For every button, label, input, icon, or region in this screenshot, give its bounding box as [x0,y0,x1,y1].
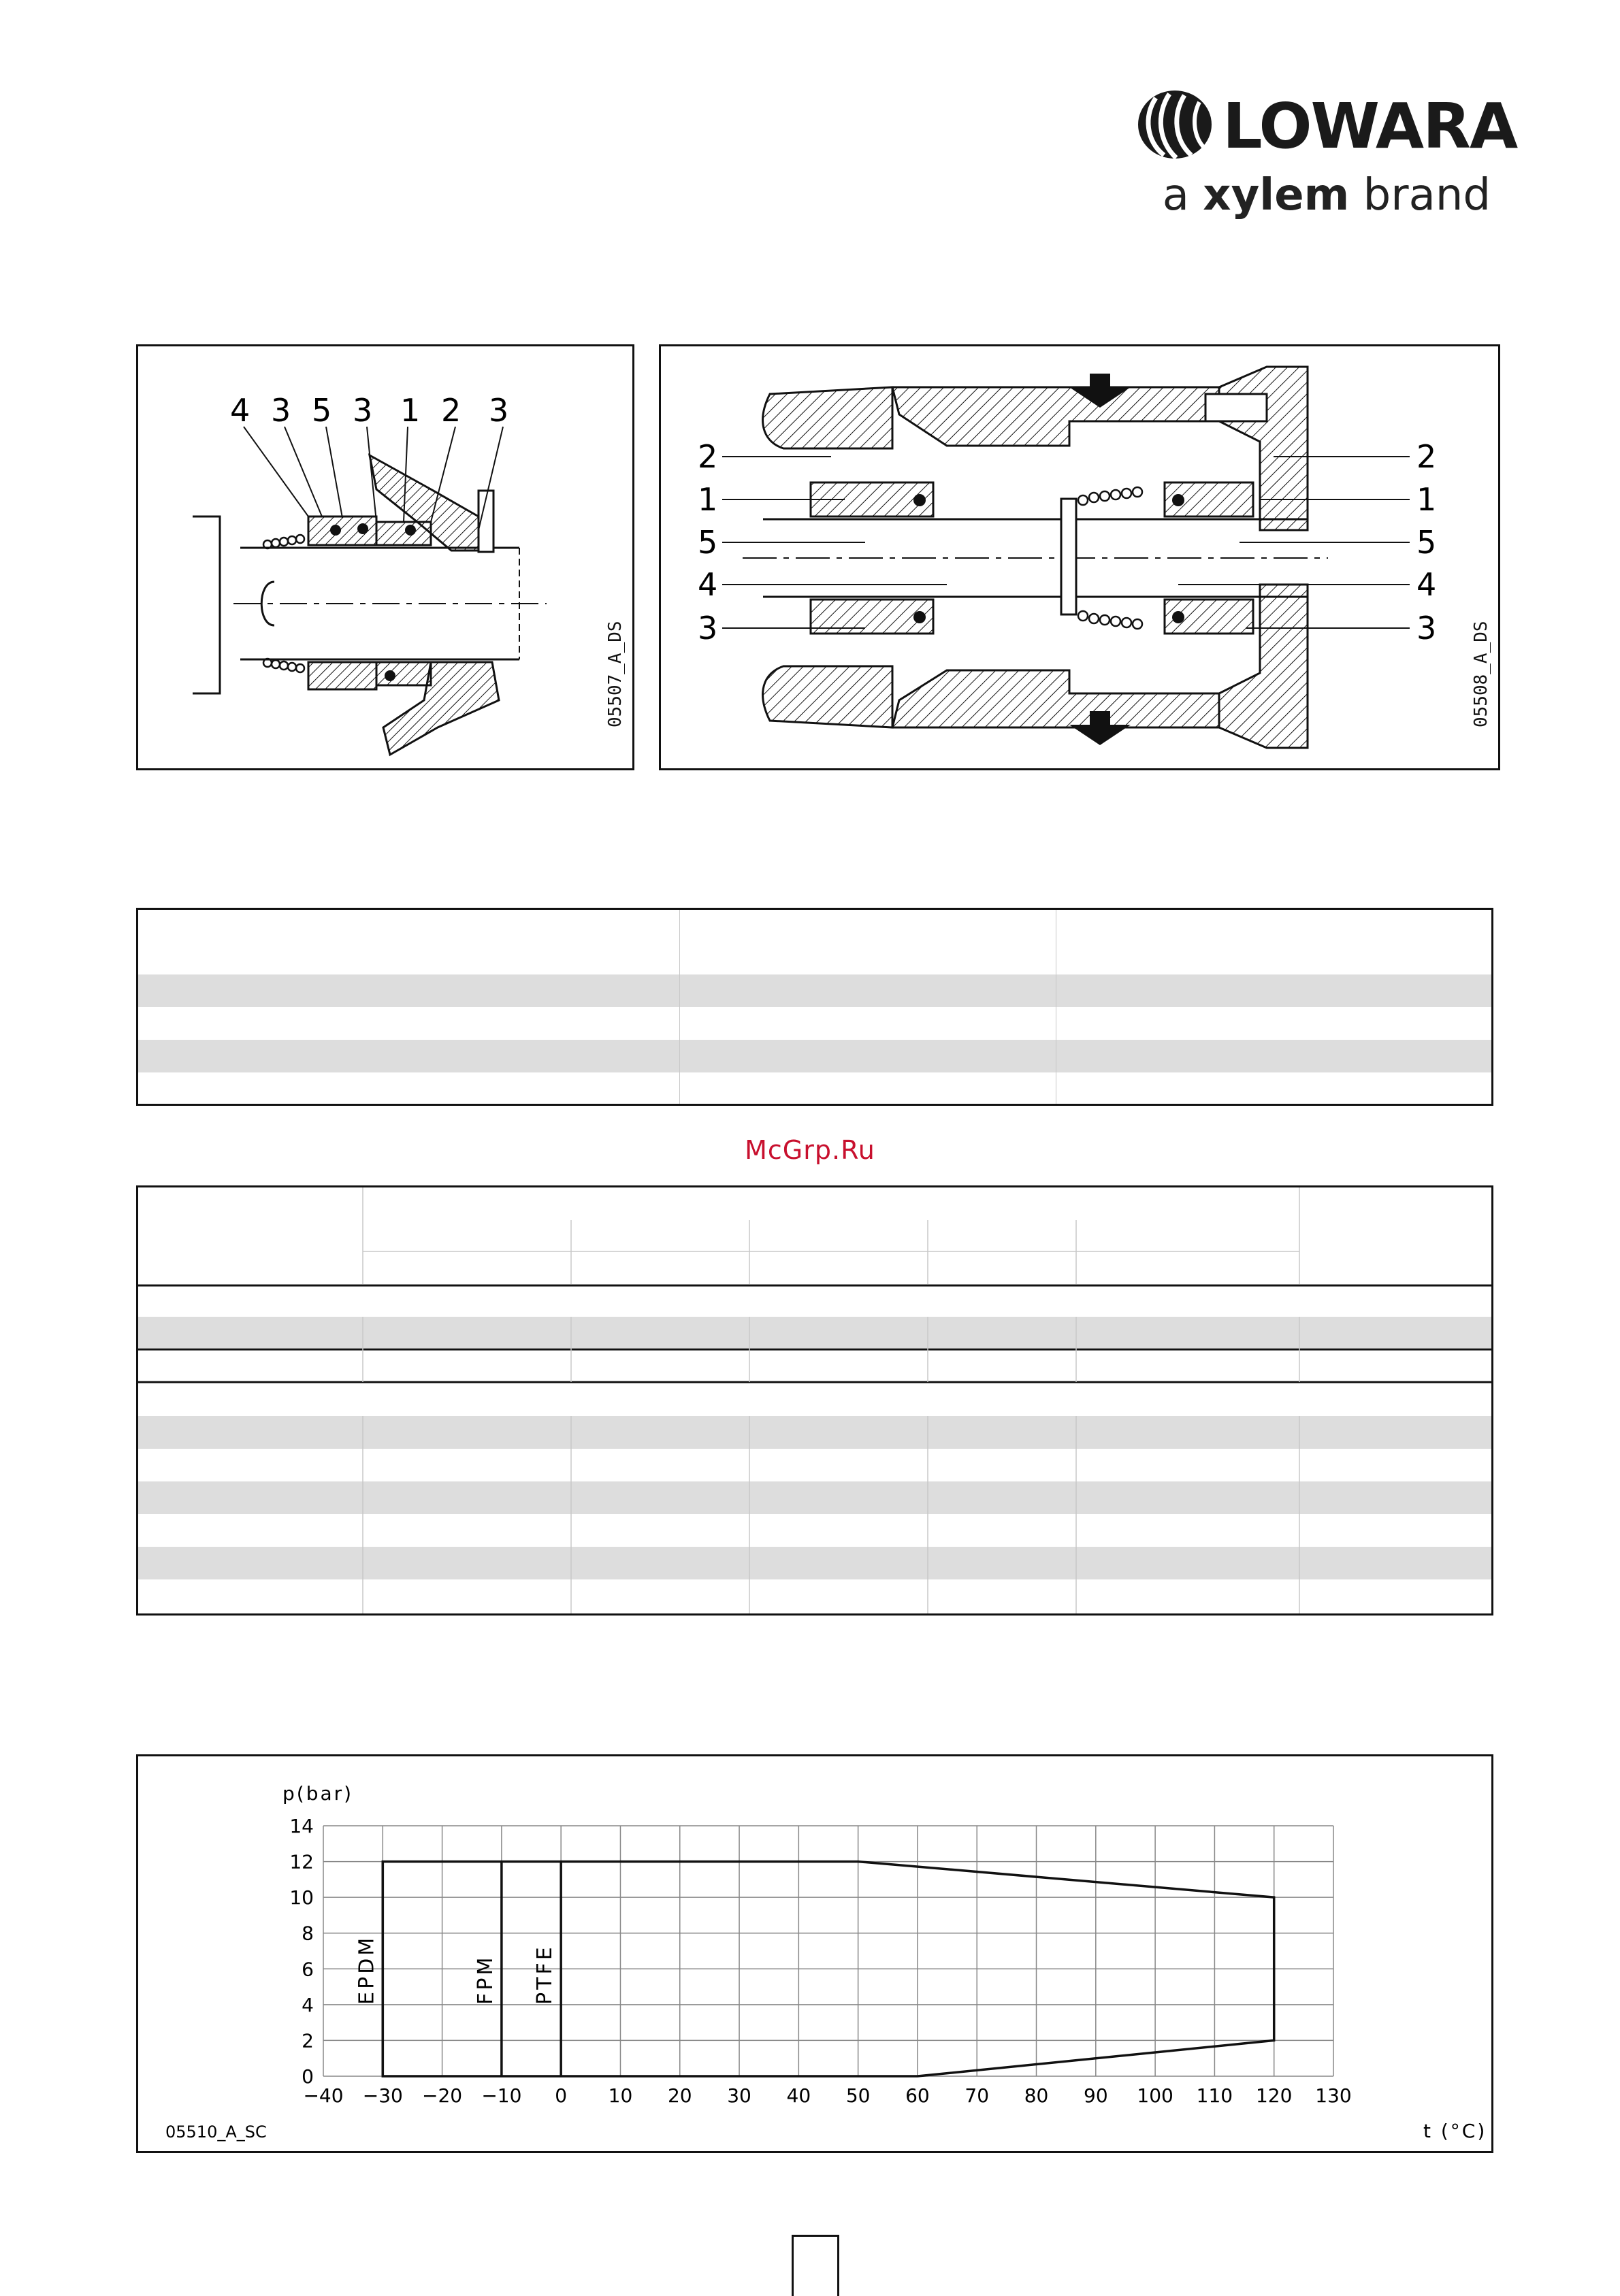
chart-xlabel: t (°C) [1423,2120,1487,2142]
limit-label-ptfe: PTFE [533,1944,557,2005]
x-tick-label: 30 [727,2084,751,2107]
x-tick-label: −40 [303,2084,344,2107]
table-row [137,974,1493,1007]
x-tick-label: 90 [1084,2084,1108,2107]
spring-bottom [263,659,304,672]
x-tick-label: 110 [1196,2084,1233,2107]
limit-label-fpm: FPM [473,1954,498,2005]
x-tick-label: −10 [481,2084,522,2107]
limit-label-epdm: EPDM [355,1935,379,2005]
table-row [137,1072,1493,1105]
y-tick-label: 12 [289,1850,314,1873]
callout-right-1: 1 [1416,481,1437,518]
y-tick-label: 6 [302,1958,314,1981]
watermark: McGrp.Ru [745,1135,875,1165]
callout-3b: 3 [353,392,373,429]
y-tick-label: 4 [302,1993,314,2016]
callout-3a: 3 [271,392,291,429]
callout-5: 5 [312,392,332,429]
callout-left-5: 5 [698,524,718,561]
x-tick-label: 80 [1024,2084,1049,2107]
y-tick-label: 0 [302,2065,314,2088]
seal-right-svg [661,346,1498,768]
table-seal-types-grid [138,1187,1491,1613]
page-number-tab [792,2235,839,2296]
x-tick-label: 40 [786,2084,811,2107]
table-row [137,1007,1493,1040]
chart-svg [138,1756,1491,2151]
callout-left-1: 1 [698,481,718,518]
table-header-row [137,909,1493,974]
x-tick-label: 130 [1315,2084,1352,2107]
callout-right-5: 5 [1416,524,1437,561]
chart-ylabel: p(bar) [282,1782,354,1805]
callout-3c: 3 [489,392,509,429]
x-tick-label: 70 [965,2084,990,2107]
pressure-temperature-chart [136,1754,1493,2153]
callout-1: 1 [400,392,421,429]
seal-left-svg [138,346,632,768]
x-tick-label: −30 [362,2084,403,2107]
seal-drawing-left [136,344,634,770]
callout-left-4: 4 [698,566,718,603]
chart-code: 05510_A_SC [165,2122,267,2142]
x-tick-label: 0 [555,2084,568,2107]
figure-right-code: 05508_A_DS [1471,621,1491,727]
x-tick-label: 50 [845,2084,871,2107]
lowara-mark-icon [1137,88,1217,161]
brand-logo [1137,87,1517,230]
chart-ticks [289,1815,1351,2107]
y-tick-label: 14 [289,1815,314,1837]
x-tick-label: −20 [422,2084,463,2107]
brand-tagline: a xylem brand [1162,170,1491,220]
brand-name: LOWARA [1222,90,1517,163]
y-tick-label: 10 [289,1886,314,1909]
chart-grid [323,1826,1333,2076]
callout-right-4: 4 [1416,566,1437,603]
callout-left-3: 3 [698,610,718,646]
seal-drawing-right [659,344,1500,770]
callout-2: 2 [441,392,461,429]
y-tick-label: 2 [302,2029,314,2052]
y-tick-label: 8 [302,1922,314,1945]
figure-left-code: 05507_A_DS [605,621,626,727]
x-tick-label: 20 [667,2084,692,2107]
callout-right-2: 2 [1416,438,1437,475]
x-tick-label: 60 [905,2084,930,2107]
table-seal-materials [136,908,1493,1106]
spring-top [263,535,304,548]
x-tick-label: 120 [1255,2084,1293,2107]
callout-left-2: 2 [698,438,718,475]
callout-4: 4 [230,392,250,429]
callout-right-3: 3 [1416,610,1437,646]
x-tick-label: 10 [608,2084,633,2107]
table-row [137,1040,1493,1072]
x-tick-label: 100 [1137,2084,1173,2107]
table-seal-types [136,1185,1493,1616]
